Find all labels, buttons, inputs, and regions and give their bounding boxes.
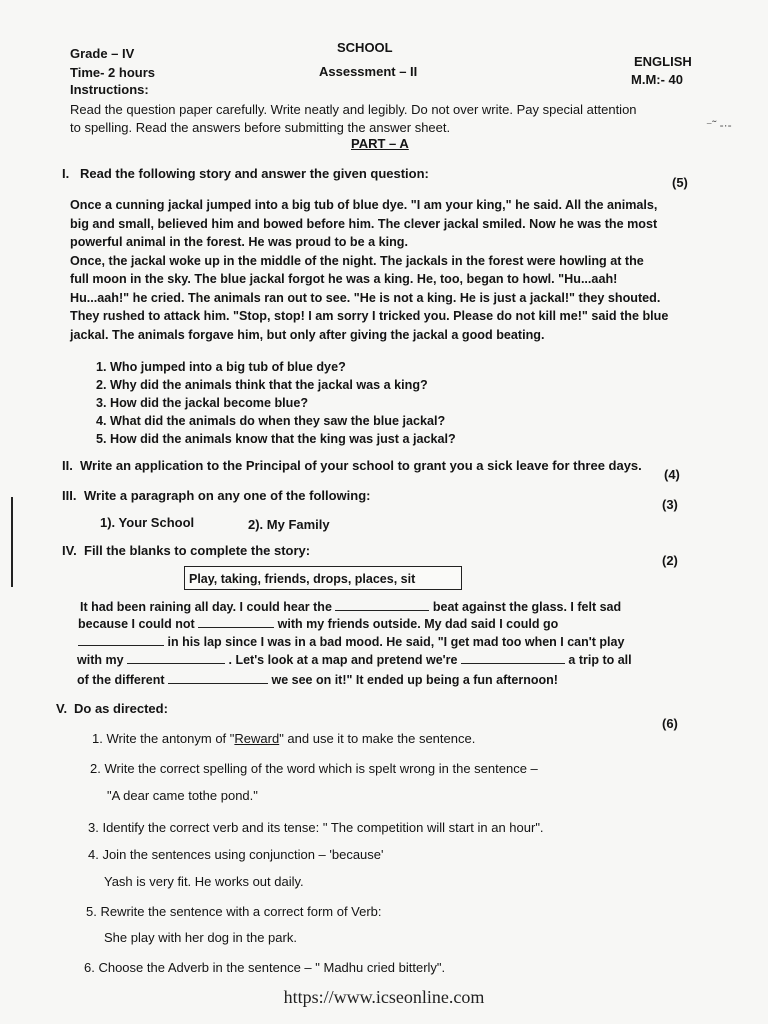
fill-blank[interactable] bbox=[127, 652, 225, 664]
fill-blank[interactable] bbox=[461, 652, 565, 664]
fill-line-3 bbox=[78, 634, 624, 649]
fill-text: in his lap since I was in a bad mood. He said, "I get mad too when I can't play bbox=[167, 635, 625, 649]
instructions-label: Instructions: bbox=[70, 82, 149, 97]
grade-label: Grade – IV bbox=[70, 46, 135, 61]
story-line: Hu...aah!" he cried. The animals ran out to see. "He is not a king. He is just a jackal!" they shouted. bbox=[70, 290, 661, 305]
story-line: They rushed to attack him. "Stop, stop! I am sorry I tricked you. Please do not kill me!" said the blue bbox=[70, 309, 669, 323]
fill-line-1 bbox=[80, 599, 621, 614]
instructions-text-1: Read the question paper carefully. Write neatly and legibly. Do not over write. Pay special attention bbox=[70, 102, 637, 117]
q1-marks: (5) bbox=[672, 175, 688, 190]
q5-item-4-sentence: Yash is very fit. He works out daily. bbox=[104, 874, 304, 889]
max-marks-label: M.M:- 40 bbox=[631, 72, 683, 87]
q5-item-5-sentence: She play with her dog in the park. bbox=[104, 930, 297, 945]
margin-line bbox=[11, 497, 13, 587]
fill-blank[interactable] bbox=[198, 616, 274, 628]
fill-text: . Let's look at a map and pretend we're bbox=[228, 653, 458, 667]
item-text: 1. Write the antonym of " bbox=[92, 731, 235, 746]
q2-prompt: Write an application to the Principal of your school to grant you a sick leave for three days. bbox=[80, 458, 642, 473]
question-item: 3. How did the jackal become blue? bbox=[96, 396, 309, 410]
fill-line-5 bbox=[77, 672, 558, 687]
fill-line-4 bbox=[77, 652, 632, 667]
word-bank-box: Play, taking, friends, drops, places, sit bbox=[184, 566, 462, 590]
story-line: big and small, believed him and bowed before him. The clever jackal smiled. Now he was the most bbox=[70, 216, 658, 231]
q2-marks: (4) bbox=[664, 467, 680, 482]
q1-number: I. bbox=[62, 166, 70, 181]
q5-item-2: 2. Write the correct spelling of the word which is spelt wrong in the sentence – bbox=[90, 761, 538, 776]
story-line: Once, the jackal woke up in the middle of the night. The jackals in the forest were howling at the bbox=[70, 253, 644, 268]
q3-option-2: 2). My Family bbox=[248, 517, 330, 532]
assessment-title: Assessment – II bbox=[319, 64, 418, 79]
fill-text: beat against the glass. I felt sad bbox=[432, 600, 622, 614]
fill-text: of the different bbox=[77, 673, 165, 687]
story-line: jackal. The animals forgave him, but only after giving the jackal a good beating. bbox=[70, 327, 545, 342]
school-title: SCHOOL bbox=[337, 40, 393, 55]
fill-text: It had been raining all day. I could hear the bbox=[80, 600, 332, 614]
story-line: Once a cunning jackal jumped into a big tub of blue dye. "I am your king," he said. All the animals, bbox=[70, 198, 658, 212]
fill-blank[interactable] bbox=[78, 634, 164, 646]
fill-text: we see on it!" It ended up being a fun afternoon! bbox=[271, 673, 558, 687]
fill-line-2 bbox=[78, 616, 558, 631]
antonym-word: Reward bbox=[234, 731, 280, 746]
q3-prompt: Write a paragraph on any one of the following: bbox=[84, 488, 371, 503]
q3-number: III. bbox=[62, 488, 77, 503]
q5-prompt: Do as directed: bbox=[74, 701, 168, 716]
item-text: " and use it to make the sentence. bbox=[279, 731, 476, 746]
q5-item-4: 4. Join the sentences using conjunction – 'because' bbox=[88, 847, 384, 862]
q5-item-6: 6. Choose the Adverb in the sentence – " Madhu cried bitterly". bbox=[84, 960, 446, 975]
q4-number: IV. bbox=[62, 543, 77, 558]
q4-marks: (2) bbox=[662, 553, 678, 568]
q1-prompt: Read the following story and answer the given question: bbox=[80, 166, 429, 181]
q4-prompt: Fill the blanks to complete the story: bbox=[84, 543, 311, 558]
fill-text: with my bbox=[77, 653, 124, 667]
subject-label: ENGLISH bbox=[634, 54, 692, 69]
fill-text: with my friends outside. My dad said I could go bbox=[277, 617, 559, 631]
question-item: 1. Who jumped into a big tub of blue dye? bbox=[96, 360, 346, 374]
q5-item-2-sentence: "A dear came tothe pond." bbox=[107, 788, 258, 803]
story-line: full moon in the sky. The blue jackal forgot he was a king. He, too, began to howl. "Hu...aah! bbox=[70, 272, 618, 286]
question-item: 5. How did the animals know that the king was just a jackal? bbox=[96, 432, 456, 446]
q5-marks: (6) bbox=[662, 716, 678, 731]
q5-item-5: 5. Rewrite the sentence with a correct form of Verb: bbox=[86, 904, 382, 919]
question-item: 4. What did the animals do when they saw the blue jackal? bbox=[96, 414, 446, 428]
q3-marks: (3) bbox=[662, 497, 678, 512]
story-line: powerful animal in the forest. He was proud to be a king. bbox=[70, 235, 408, 249]
q2-number: II. bbox=[62, 458, 73, 473]
q5-number: V. bbox=[56, 701, 68, 716]
question-item: 2. Why did the animals think that the jackal was a king? bbox=[96, 378, 428, 392]
fill-blank[interactable] bbox=[335, 599, 429, 611]
time-label: Time- 2 hours bbox=[70, 65, 156, 80]
q5-item-3: 3. Identify the correct verb and its tense: " The competition will start in an hour". bbox=[88, 820, 544, 835]
fill-blank[interactable] bbox=[168, 672, 268, 684]
fill-text: a trip to all bbox=[568, 653, 632, 667]
q5-item-1 bbox=[92, 731, 475, 746]
website-url[interactable]: https://www.icseonline.com bbox=[283, 987, 485, 1007]
instructions-text-2: to spelling. Read the answers before submitting the answer sheet. bbox=[70, 120, 451, 135]
q3-option-1: 1). Your School bbox=[100, 515, 195, 530]
q1-story bbox=[70, 196, 694, 344]
q1-questions bbox=[96, 358, 720, 448]
pen-mark: ⁻˜ -·- bbox=[706, 118, 732, 132]
part-heading: PART – A bbox=[351, 136, 409, 151]
fill-text: because I could not bbox=[78, 617, 195, 631]
